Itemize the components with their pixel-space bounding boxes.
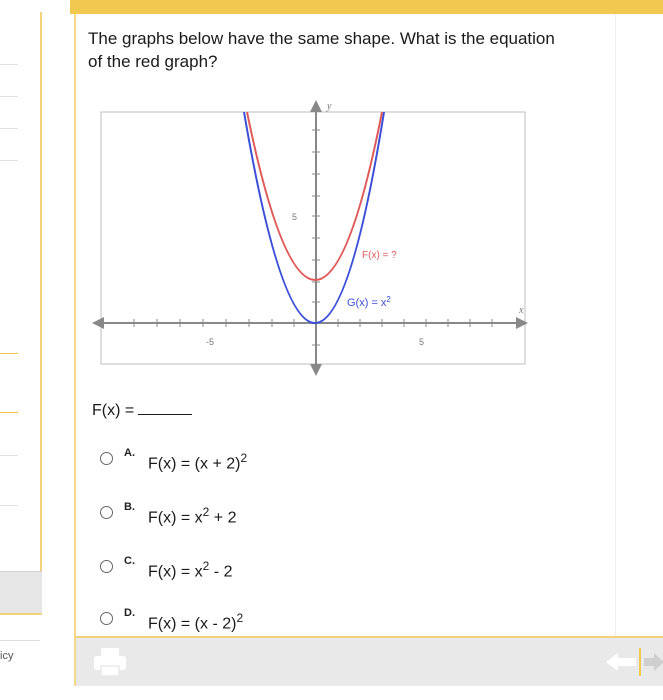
- option-text: $F(x) = (x + 2)^2$: [148, 451, 248, 473]
- sidebar-divider: [0, 505, 18, 506]
- nav-separator: [639, 648, 641, 676]
- option-text: $F(x) = x^2 - 2$: [148, 559, 233, 581]
- x-axis-arrow-left: [92, 317, 104, 329]
- y-axis-arrow-down: [310, 364, 322, 376]
- tick-label-y-5: 5: [292, 212, 298, 222]
- radio-button[interactable]: [100, 560, 113, 573]
- blue-graph-label: [347, 295, 391, 309]
- blue-graph-label-base: G(x) = x: [347, 297, 387, 309]
- blue-graph-label-exp: 2: [386, 295, 391, 304]
- option-text: $F(x) = x^2 + 2$: [148, 505, 237, 527]
- sidebar-divider: [0, 455, 18, 456]
- option-letter: D.: [124, 607, 135, 619]
- question-text: The graphs below have the same shape. What is the equation of the red graph?: [88, 29, 555, 71]
- x-axis-label: x: [519, 305, 524, 316]
- answer-blank: [138, 400, 192, 415]
- tick-label-x-5: 5: [419, 337, 425, 347]
- print-icon[interactable]: [92, 646, 128, 678]
- sidebar-divider: [0, 64, 18, 65]
- option-letter: B.: [124, 501, 135, 513]
- sidebar-border: [40, 12, 42, 612]
- left-sidebar: [0, 0, 42, 700]
- bottom-toolbar: [74, 636, 663, 686]
- sidebar-divider: [0, 96, 18, 97]
- red-graph-label: F(x) = ?: [362, 250, 397, 261]
- sidebar-divider: [0, 353, 18, 354]
- answer-prompt-label: F(x) =: [92, 402, 135, 419]
- sidebar-divider: [0, 412, 18, 413]
- radio-button[interactable]: [100, 612, 113, 625]
- answer-prompt: [92, 400, 192, 420]
- sidebar-divider: [0, 160, 18, 161]
- sidebar-rule: [0, 640, 40, 641]
- option-text: F(x) = (x - 2)$^2$: [148, 611, 244, 633]
- graph: [92, 100, 528, 376]
- top-accent-bar: [70, 0, 663, 14]
- back-arrow-icon[interactable]: [606, 653, 636, 671]
- y-axis-label: y: [327, 101, 332, 112]
- forward-arrow-icon[interactable]: [644, 653, 663, 671]
- sidebar-divider: [0, 128, 18, 129]
- privacy-policy-link[interactable]: icy: [0, 650, 14, 662]
- tick-label-x-neg5: -5: [206, 337, 215, 347]
- radio-button[interactable]: [100, 506, 113, 519]
- y-axis-arrow-up: [310, 100, 322, 112]
- sidebar-panel[interactable]: [0, 571, 42, 615]
- radio-button[interactable]: [100, 452, 113, 465]
- option-letter: A.: [124, 447, 135, 459]
- option-letter: C.: [124, 555, 135, 567]
